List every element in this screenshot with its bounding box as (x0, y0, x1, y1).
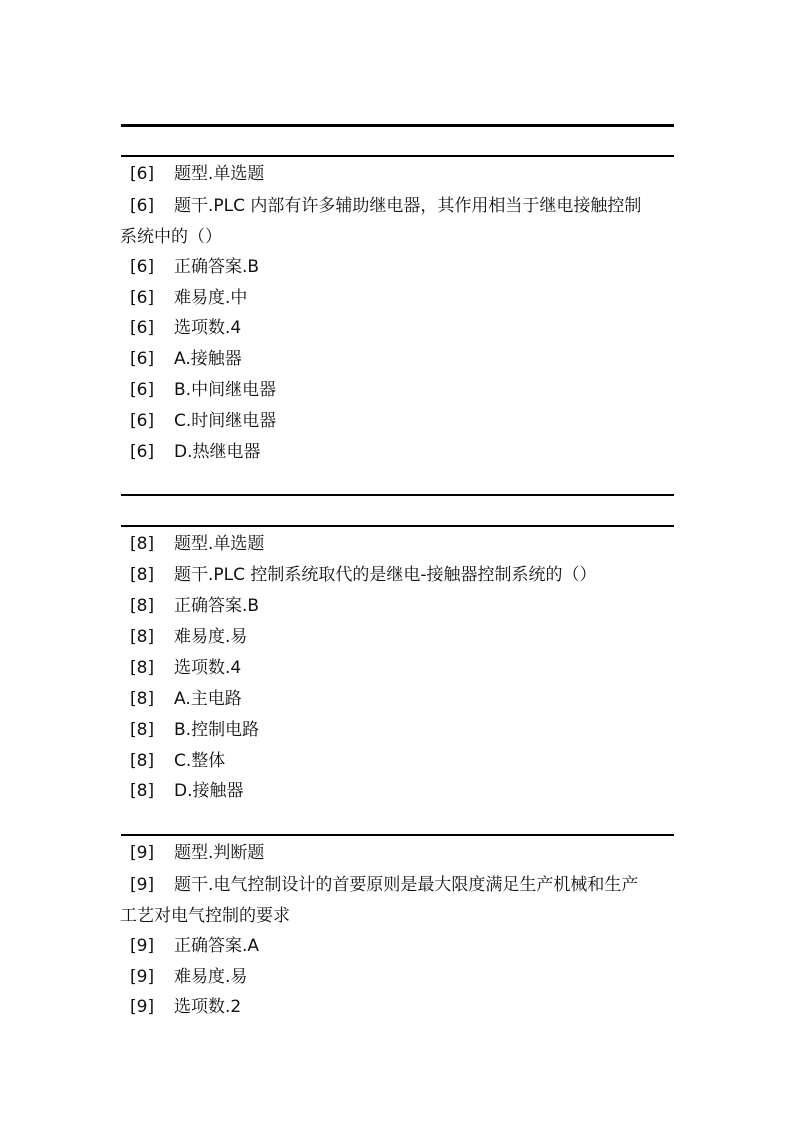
question-type (120, 163, 680, 185)
difficulty-text: 难易度.易 (174, 627, 248, 647)
question-tag: [8] (130, 751, 155, 771)
question-tag: [8] (130, 781, 155, 801)
question-tag: [8] (130, 720, 155, 740)
question-tag: [6] (130, 380, 155, 400)
option-count-text: 选项数.2 (174, 997, 242, 1017)
option-count (120, 317, 680, 339)
question-tag: [8] (130, 565, 155, 585)
question-stem (120, 874, 680, 896)
question-tag: [9] (130, 843, 155, 863)
difficulty-text: 难易度.易 (174, 967, 248, 987)
question-stem-continued: 系统中的（） (120, 227, 222, 247)
option-a (120, 688, 680, 710)
section-divider (121, 155, 674, 157)
option-b (120, 379, 680, 401)
difficulty (120, 966, 680, 988)
option-c (120, 410, 680, 432)
question-tag: [8] (130, 689, 155, 709)
correct-answer-text: 正确答案.B (174, 257, 260, 277)
question-tag: [8] (130, 658, 155, 678)
option-b (120, 719, 680, 741)
option-d (120, 780, 680, 802)
question-tag: [6] (130, 257, 155, 277)
option-count (120, 996, 680, 1018)
option-text: B.中间继电器 (174, 380, 277, 400)
option-c (120, 750, 680, 772)
question-tag: [8] (130, 627, 155, 647)
question-tag: [6] (130, 164, 155, 184)
option-count-text: 选项数.4 (174, 318, 242, 338)
option-count (120, 657, 680, 679)
correct-answer-text: 正确答案.B (174, 596, 260, 616)
option-text: C.整体 (174, 751, 226, 771)
question-stem (120, 564, 680, 586)
option-text: A.接触器 (174, 349, 242, 369)
question-stem-text: 题干.PLC 内部有许多辅助继电器，其作用相当于继电接触控制 (174, 196, 642, 216)
question-type-text: 题型.单选题 (174, 164, 265, 184)
question-stem-continued: 工艺对电气控制的要求 (120, 906, 290, 926)
option-text: D.接触器 (174, 781, 244, 801)
difficulty (120, 287, 680, 309)
option-text: A.主电路 (174, 689, 242, 709)
option-a (120, 348, 680, 370)
correct-answer (120, 256, 680, 278)
question-type (120, 842, 680, 864)
question-tag: [8] (130, 534, 155, 554)
question-tag: [6] (130, 411, 155, 431)
question-tag: [6] (130, 288, 155, 308)
correct-answer-text: 正确答案.A (174, 936, 260, 956)
option-text: C.时间继电器 (174, 411, 277, 431)
question-tag: [9] (130, 967, 155, 987)
option-d (120, 441, 680, 463)
difficulty (120, 626, 680, 648)
question-type-text: 题型.判断题 (174, 843, 265, 863)
correct-answer (120, 595, 680, 617)
question-tag: [8] (130, 596, 155, 616)
difficulty-text: 难易度.中 (174, 288, 248, 308)
question-tag: [6] (130, 442, 155, 462)
question-stem (120, 195, 680, 217)
question-tag: [9] (130, 875, 155, 895)
question-tag: [9] (130, 936, 155, 956)
question-type (120, 533, 680, 555)
question-tag: [9] (130, 997, 155, 1017)
top-divider (121, 124, 674, 127)
question-stem-text: 题干.电气控制设计的首要原则是最大限度满足生产机械和生产 (174, 875, 639, 895)
question-type-text: 题型.单选题 (174, 534, 265, 554)
section-divider (121, 834, 674, 836)
section-divider (121, 494, 674, 496)
question-tag: [6] (130, 318, 155, 338)
question-tag: [6] (130, 196, 155, 216)
option-count-text: 选项数.4 (174, 658, 242, 678)
option-text: B.控制电路 (174, 720, 260, 740)
option-text: D.热继电器 (174, 442, 261, 462)
question-stem-text: 题干.PLC 控制系统取代的是继电-接触器控制系统的（） (174, 565, 597, 585)
section-divider (121, 525, 674, 527)
correct-answer (120, 935, 680, 957)
question-tag: [6] (130, 349, 155, 369)
